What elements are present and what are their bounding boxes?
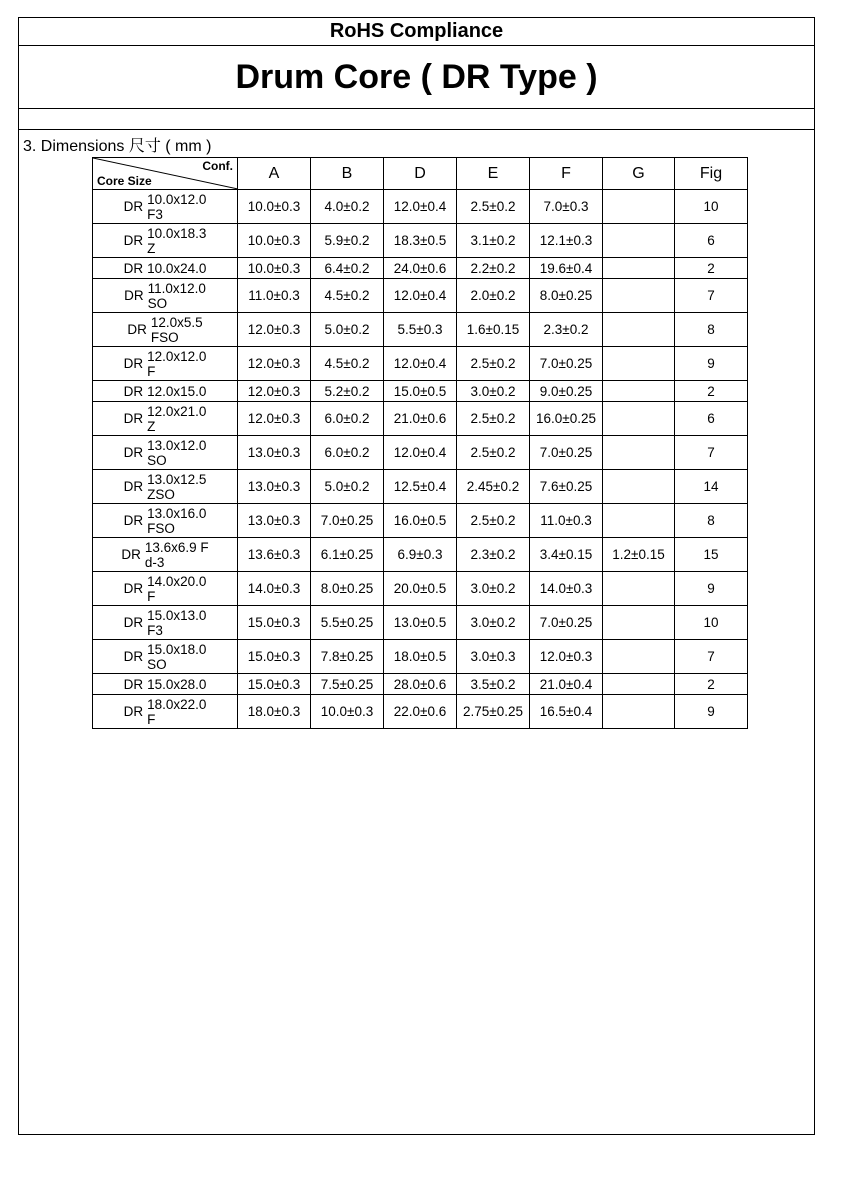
- core-size-cell: [93, 436, 238, 470]
- table-row: [93, 606, 748, 640]
- core-size-label: Core Size: [97, 174, 152, 188]
- core-size-text: [147, 226, 206, 256]
- value-cell-e: 2.5±0.2: [457, 347, 530, 381]
- value-cell-g: [603, 279, 675, 313]
- core-size-wrap: [124, 677, 207, 692]
- core-size-wrap: [124, 384, 207, 399]
- value-cell-d: 13.0±0.5: [384, 606, 457, 640]
- core-size-cell: [93, 470, 238, 504]
- value-cell-b: 5.2±0.2: [311, 381, 384, 402]
- core-size-line1: 15.0x18.0: [147, 641, 207, 657]
- value-cell-b: 5.0±0.2: [311, 313, 384, 347]
- core-size-line2: SO: [147, 295, 168, 311]
- core-size-text: [151, 315, 203, 345]
- value-cell-g: [603, 258, 675, 279]
- value-cell-fig: 6: [675, 224, 748, 258]
- core-size-line2: SO: [147, 656, 167, 672]
- value-cell-g: [603, 674, 675, 695]
- column-header: D: [384, 158, 457, 190]
- core-prefix: DR: [123, 356, 144, 371]
- core-size-line1: 12.0x5.5: [150, 314, 203, 330]
- value-cell-a: 10.0±0.3: [238, 258, 311, 279]
- value-cell-g: [603, 470, 675, 504]
- value-cell-f: 12.0±0.3: [530, 640, 603, 674]
- value-cell-fig: 2: [675, 258, 748, 279]
- core-size-line1: 12.0x12.0: [147, 348, 207, 364]
- value-cell-f: 7.0±0.3: [530, 190, 603, 224]
- value-cell-f: 3.4±0.15: [530, 538, 603, 572]
- value-cell-e: 3.0±0.2: [457, 572, 530, 606]
- core-size-wrap: [124, 472, 207, 502]
- core-size-line2: Z: [147, 418, 156, 434]
- core-size-line1: 13.0x16.0: [147, 505, 207, 521]
- table-row: [93, 572, 748, 606]
- value-cell-g: [603, 436, 675, 470]
- core-size-line2: d-3: [144, 554, 165, 570]
- conf-label: Conf.: [202, 159, 233, 173]
- title-header: [19, 46, 814, 109]
- column-header: Fig: [675, 158, 748, 190]
- value-cell-d: 12.0±0.4: [384, 436, 457, 470]
- core-size-cell: [93, 313, 238, 347]
- core-size-cell: [93, 606, 238, 640]
- value-cell-fig: 7: [675, 279, 748, 313]
- value-cell-e: 2.3±0.2: [457, 538, 530, 572]
- value-cell-e: 3.5±0.2: [457, 674, 530, 695]
- value-cell-fig: 7: [675, 640, 748, 674]
- value-cell-d: 6.9±0.3: [384, 538, 457, 572]
- core-size-text: [147, 697, 206, 727]
- value-cell-g: [603, 572, 675, 606]
- value-cell-d: 24.0±0.6: [384, 258, 457, 279]
- core-size-line1: 14.0x20.0: [147, 573, 207, 589]
- value-cell-f: 21.0±0.4: [530, 674, 603, 695]
- value-cell-f: 16.0±0.25: [530, 402, 603, 436]
- value-cell-b: 4.0±0.2: [311, 190, 384, 224]
- core-size-line1: 13.6x6.9 F: [144, 539, 209, 555]
- core-size-cell: [93, 279, 238, 313]
- core-size-wrap: [124, 608, 207, 638]
- value-cell-d: 22.0±0.6: [384, 695, 457, 729]
- value-cell-f: 11.0±0.3: [530, 504, 603, 538]
- core-size-text: [147, 438, 206, 468]
- core-size-line2: FSO: [150, 329, 179, 345]
- value-cell-f: 2.3±0.2: [530, 313, 603, 347]
- value-cell-e: 2.0±0.2: [457, 279, 530, 313]
- value-cell-a: 13.0±0.3: [238, 470, 311, 504]
- value-cell-fig: 10: [675, 606, 748, 640]
- value-cell-e: 2.5±0.2: [457, 436, 530, 470]
- core-size-line1: 10.0x18.3: [147, 225, 207, 241]
- value-cell-f: 8.0±0.25: [530, 279, 603, 313]
- value-cell-d: 12.0±0.4: [384, 347, 457, 381]
- core-size-wrap: [124, 574, 207, 604]
- value-cell-a: 13.6±0.3: [238, 538, 311, 572]
- value-cell-fig: 8: [675, 504, 748, 538]
- value-cell-b: 6.0±0.2: [311, 402, 384, 436]
- column-header: B: [311, 158, 384, 190]
- value-cell-f: 7.0±0.25: [530, 347, 603, 381]
- core-prefix: DR: [123, 260, 144, 276]
- core-size-wrap: [124, 261, 207, 276]
- value-cell-e: 3.0±0.3: [457, 640, 530, 674]
- table-row: [93, 190, 748, 224]
- core-size-line1: 15.0x28.0: [147, 676, 207, 692]
- core-size-cell: [93, 640, 238, 674]
- core-size-line1: 10.0x24.0: [147, 260, 207, 276]
- core-size-cell: [93, 402, 238, 436]
- core-size-text: [147, 642, 206, 672]
- value-cell-b: 7.8±0.25: [311, 640, 384, 674]
- value-cell-b: 8.0±0.25: [311, 572, 384, 606]
- value-cell-fig: 15: [675, 538, 748, 572]
- table-row: [93, 402, 748, 436]
- value-cell-a: 13.0±0.3: [238, 504, 311, 538]
- core-size-cell: [93, 347, 238, 381]
- value-cell-b: 4.5±0.2: [311, 347, 384, 381]
- core-size-text: [147, 677, 206, 692]
- value-cell-f: 19.6±0.4: [530, 258, 603, 279]
- value-cell-fig: 7: [675, 436, 748, 470]
- value-cell-d: 12.0±0.4: [384, 190, 457, 224]
- core-size-cell: [93, 695, 238, 729]
- core-size-text: [147, 349, 206, 379]
- core-prefix: DR: [123, 233, 144, 248]
- value-cell-a: 12.0±0.3: [238, 313, 311, 347]
- table-row: [93, 313, 748, 347]
- value-cell-fig: 6: [675, 402, 748, 436]
- table-header-row: [93, 158, 748, 190]
- section-title: 3. Dimensions 尺寸 ( mm ): [23, 138, 212, 155]
- core-prefix: DR: [123, 581, 144, 596]
- value-cell-d: 20.0±0.5: [384, 572, 457, 606]
- value-cell-e: 1.6±0.15: [457, 313, 530, 347]
- value-cell-fig: 9: [675, 572, 748, 606]
- value-cell-g: 1.2±0.15: [603, 538, 675, 572]
- value-cell-a: 12.0±0.3: [238, 381, 311, 402]
- core-prefix: DR: [121, 547, 141, 562]
- core-size-cell: [93, 224, 238, 258]
- core-size-wrap: [121, 540, 208, 570]
- value-cell-a: 13.0±0.3: [238, 436, 311, 470]
- core-prefix: DR: [123, 411, 144, 426]
- value-cell-d: 15.0±0.5: [384, 381, 457, 402]
- core-size-text: [147, 404, 206, 434]
- value-cell-g: [603, 381, 675, 402]
- value-cell-a: 12.0±0.3: [238, 347, 311, 381]
- value-cell-a: 18.0±0.3: [238, 695, 311, 729]
- value-cell-b: 6.0±0.2: [311, 436, 384, 470]
- value-cell-g: [603, 504, 675, 538]
- core-prefix: DR: [123, 513, 144, 528]
- core-size-text: [148, 281, 206, 311]
- table-row: [93, 279, 748, 313]
- value-cell-d: 21.0±0.6: [384, 402, 457, 436]
- core-size-cell: [93, 572, 238, 606]
- value-cell-fig: 2: [675, 674, 748, 695]
- value-cell-f: 7.0±0.25: [530, 436, 603, 470]
- core-size-cell: [93, 504, 238, 538]
- value-cell-f: 16.5±0.4: [530, 695, 603, 729]
- value-cell-a: 11.0±0.3: [238, 279, 311, 313]
- value-cell-b: 5.5±0.25: [311, 606, 384, 640]
- core-size-text: [147, 384, 206, 399]
- value-cell-b: 5.0±0.2: [311, 470, 384, 504]
- document-frame: [18, 17, 815, 1135]
- table-row: [93, 381, 748, 402]
- value-cell-fig: 9: [675, 347, 748, 381]
- value-cell-e: 3.0±0.2: [457, 381, 530, 402]
- core-size-cell: [93, 258, 238, 279]
- core-size-wrap: [124, 404, 207, 434]
- core-prefix: DR: [123, 676, 144, 692]
- core-size-line2: F: [147, 588, 156, 604]
- core-size-wrap: [124, 192, 207, 222]
- value-cell-a: 15.0±0.3: [238, 606, 311, 640]
- page-title: Drum Core ( DR Type ): [235, 57, 598, 96]
- core-size-wrap: [124, 506, 207, 536]
- value-cell-b: 7.5±0.25: [311, 674, 384, 695]
- value-cell-g: [603, 695, 675, 729]
- core-size-line2: ZSO: [147, 486, 175, 502]
- core-size-line1: 10.0x12.0: [147, 191, 207, 207]
- core-prefix: DR: [123, 445, 144, 460]
- core-size-wrap: [124, 438, 207, 468]
- core-size-line1: 18.0x22.0: [147, 696, 207, 712]
- value-cell-f: 14.0±0.3: [530, 572, 603, 606]
- core-size-line1: 12.0x15.0: [147, 383, 207, 399]
- core-prefix: DR: [127, 322, 147, 337]
- value-cell-g: [603, 606, 675, 640]
- value-cell-d: 18.0±0.5: [384, 640, 457, 674]
- core-size-line1: 13.0x12.0: [147, 437, 207, 453]
- core-size-text: [147, 506, 206, 536]
- column-header: G: [603, 158, 675, 190]
- core-size-line2: F: [147, 711, 156, 727]
- table-row: [93, 224, 748, 258]
- column-header: E: [457, 158, 530, 190]
- value-cell-e: 2.2±0.2: [457, 258, 530, 279]
- table-row: [93, 347, 748, 381]
- value-cell-b: 7.0±0.25: [311, 504, 384, 538]
- core-size-line2: F3: [147, 622, 163, 638]
- value-cell-b: 6.1±0.25: [311, 538, 384, 572]
- core-size-wrap: [124, 349, 207, 379]
- value-cell-fig: 8: [675, 313, 748, 347]
- value-cell-e: 2.5±0.2: [457, 402, 530, 436]
- value-cell-a: 15.0±0.3: [238, 674, 311, 695]
- core-prefix: DR: [123, 383, 144, 399]
- value-cell-f: 7.0±0.25: [530, 606, 603, 640]
- value-cell-d: 12.0±0.4: [384, 279, 457, 313]
- value-cell-f: 7.6±0.25: [530, 470, 603, 504]
- core-size-cell: [93, 381, 238, 402]
- core-size-line1: 12.0x21.0: [147, 403, 207, 419]
- core-prefix: DR: [123, 479, 144, 494]
- value-cell-d: 18.3±0.5: [384, 224, 457, 258]
- value-cell-a: 10.0±0.3: [238, 190, 311, 224]
- table-row: [93, 695, 748, 729]
- value-cell-d: 12.5±0.4: [384, 470, 457, 504]
- spacer-row: [19, 109, 814, 130]
- value-cell-a: 15.0±0.3: [238, 640, 311, 674]
- table-row: [93, 436, 748, 470]
- core-size-line2: F: [147, 363, 156, 379]
- core-size-text: [147, 192, 206, 222]
- value-cell-b: 10.0±0.3: [311, 695, 384, 729]
- value-cell-g: [603, 402, 675, 436]
- value-cell-fig: 2: [675, 381, 748, 402]
- core-size-cell: [93, 190, 238, 224]
- core-size-text: [147, 574, 206, 604]
- dimensions-table: [92, 157, 748, 729]
- core-size-line1: 15.0x13.0: [147, 607, 207, 623]
- value-cell-fig: 9: [675, 695, 748, 729]
- compliance-label: RoHS Compliance: [329, 20, 504, 42]
- core-size-wrap: [124, 281, 206, 311]
- table-row: [93, 640, 748, 674]
- value-cell-g: [603, 190, 675, 224]
- column-header: F: [530, 158, 603, 190]
- core-size-text: [147, 608, 206, 638]
- core-size-wrap: [124, 697, 207, 727]
- value-cell-e: 3.0±0.2: [457, 606, 530, 640]
- value-cell-b: 6.4±0.2: [311, 258, 384, 279]
- core-size-wrap: [127, 315, 202, 345]
- value-cell-d: 16.0±0.5: [384, 504, 457, 538]
- value-cell-fig: 14: [675, 470, 748, 504]
- corner-header: [93, 158, 238, 190]
- table-row: [93, 258, 748, 279]
- value-cell-e: 3.1±0.2: [457, 224, 530, 258]
- value-cell-a: 12.0±0.3: [238, 402, 311, 436]
- core-size-text: [145, 540, 209, 570]
- core-size-line2: SO: [147, 452, 167, 468]
- core-size-wrap: [124, 226, 207, 256]
- core-prefix: DR: [123, 199, 144, 214]
- value-cell-e: 2.45±0.2: [457, 470, 530, 504]
- table-row: [93, 504, 748, 538]
- core-prefix: DR: [123, 704, 144, 719]
- table-row: [93, 674, 748, 695]
- value-cell-e: 2.75±0.25: [457, 695, 530, 729]
- core-size-line2: Z: [147, 240, 156, 256]
- value-cell-f: 12.1±0.3: [530, 224, 603, 258]
- value-cell-a: 10.0±0.3: [238, 224, 311, 258]
- value-cell-a: 14.0±0.3: [238, 572, 311, 606]
- core-size-cell: [93, 674, 238, 695]
- value-cell-b: 5.9±0.2: [311, 224, 384, 258]
- table-row: [93, 538, 748, 572]
- value-cell-d: 28.0±0.6: [384, 674, 457, 695]
- table-body: [93, 190, 748, 729]
- core-prefix: DR: [123, 615, 144, 630]
- core-size-line2: FSO: [147, 520, 175, 536]
- column-header: A: [238, 158, 311, 190]
- core-prefix: DR: [124, 288, 144, 303]
- value-cell-e: 2.5±0.2: [457, 190, 530, 224]
- value-cell-g: [603, 640, 675, 674]
- core-prefix: DR: [123, 649, 144, 664]
- core-size-line1: 11.0x12.0: [147, 280, 206, 296]
- core-size-cell: [93, 538, 238, 572]
- core-size-line1: 13.0x12.5: [147, 471, 207, 487]
- compliance-header: [19, 18, 814, 46]
- core-size-text: [147, 261, 206, 276]
- core-size-text: [147, 472, 206, 502]
- value-cell-e: 2.5±0.2: [457, 504, 530, 538]
- core-size-wrap: [124, 642, 207, 672]
- value-cell-f: 9.0±0.25: [530, 381, 603, 402]
- value-cell-g: [603, 347, 675, 381]
- value-cell-b: 4.5±0.2: [311, 279, 384, 313]
- core-size-line2: F3: [147, 206, 163, 222]
- value-cell-d: 5.5±0.3: [384, 313, 457, 347]
- table-row: [93, 470, 748, 504]
- value-cell-g: [603, 224, 675, 258]
- value-cell-g: [603, 313, 675, 347]
- value-cell-fig: 10: [675, 190, 748, 224]
